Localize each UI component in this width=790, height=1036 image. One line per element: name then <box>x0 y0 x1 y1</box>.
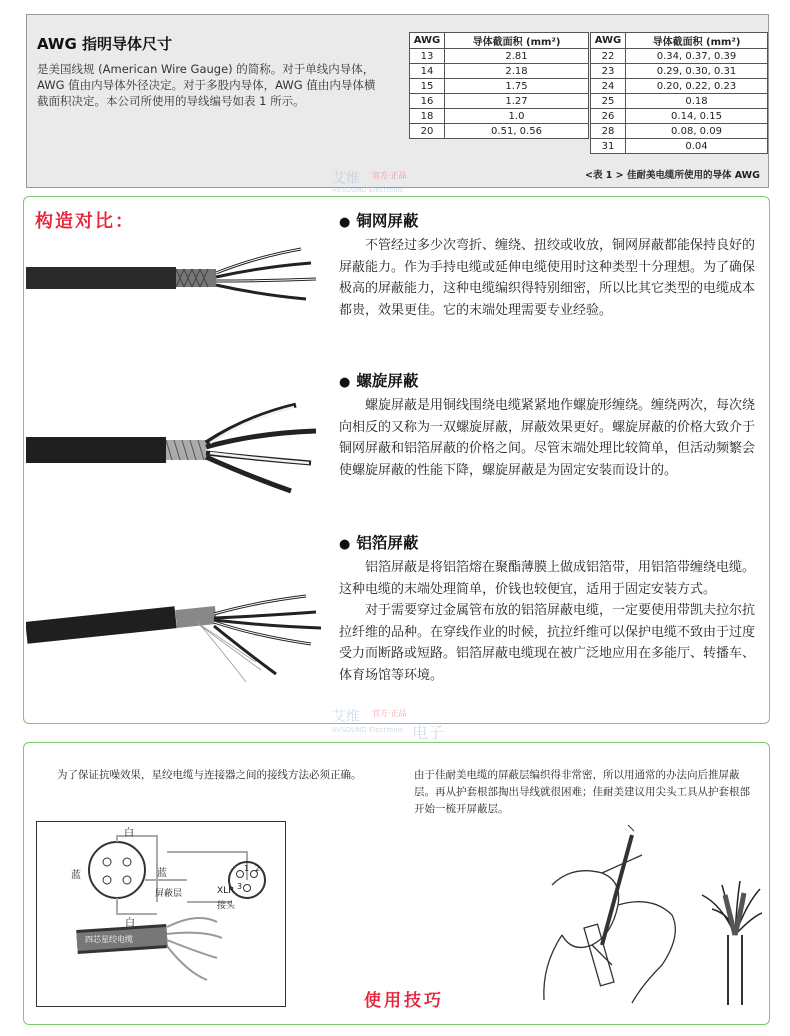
label-blue-mid: 蓝 <box>157 868 167 879</box>
section-heading-braid <box>339 209 418 231</box>
label-white-top: 白 <box>124 828 134 839</box>
area-value: 1.0 <box>445 109 589 124</box>
awg-value: 23 <box>591 64 626 79</box>
shield-combing-illustration <box>532 825 762 1005</box>
label-cable: 四芯星绞电缆 <box>85 935 133 944</box>
awg-table-row <box>591 94 768 109</box>
area-col-header: 导体截面积 (mm²) <box>445 33 589 49</box>
awg-panel <box>26 14 769 188</box>
awg-table-row <box>591 139 768 154</box>
area-col-header: 导体截面积 (mm²) <box>626 33 768 49</box>
tips-right-text <box>414 767 754 818</box>
awg-value: 15 <box>410 79 445 94</box>
area-value: 0.14, 0.15 <box>626 109 768 124</box>
awg-value: 18 <box>410 109 445 124</box>
bullet-icon: ● <box>339 537 351 552</box>
awg-table-row <box>591 64 768 79</box>
section-body-foil <box>339 557 761 686</box>
awg-table-row <box>591 124 768 139</box>
awg-table-right <box>590 32 768 154</box>
structure-panel <box>23 196 770 724</box>
spiral-shield-cable-image <box>26 397 324 507</box>
awg-table-row <box>591 49 768 64</box>
section-heading-foil <box>339 531 418 553</box>
heading-text: 铜网屏蔽 <box>356 212 419 230</box>
awg-value: 26 <box>591 109 626 124</box>
label-connector: 接头 <box>217 901 236 911</box>
area-value: 0.34, 0.37, 0.39 <box>626 49 768 64</box>
heading-text: 螺旋屏蔽 <box>356 372 419 390</box>
label-blue-left: 蓝 <box>71 870 81 881</box>
area-value: 0.29, 0.30, 0.31 <box>626 64 768 79</box>
label-pin2: 2 <box>255 864 261 873</box>
section-heading-spiral <box>339 369 418 391</box>
bullet-icon: ● <box>339 375 351 390</box>
tips-panel <box>23 742 770 1025</box>
label-pin3: 3 <box>237 882 243 891</box>
awg-value: 24 <box>591 79 626 94</box>
tips-title: 使用技巧 <box>364 991 444 1011</box>
label-pin1: 1 <box>244 864 250 873</box>
area-value: 0.20, 0.22, 0.23 <box>626 79 768 94</box>
awg-value: 28 <box>591 124 626 139</box>
awg-table-row <box>410 94 589 109</box>
area-value: 1.27 <box>445 94 589 109</box>
paragraph: 螺旋屏蔽是用铜线围绕电缆紧紧地作螺旋形缠绕。缠绕两次，每次绕向相反的又称为一双螺旋屏蔽，屏蔽效果更好。螺旋屏蔽的价格大致介于铜网屏蔽和铝箔屏蔽的价格之间。尽管末端处理比较简单，但活动频繁会使螺旋屏蔽的性能下降，螺旋屏蔽是为固定安装而设计的。 <box>339 398 756 478</box>
awg-table-left <box>409 32 589 139</box>
watermark-logo <box>332 706 462 746</box>
awg-table-row <box>591 79 768 94</box>
wiring-diagram <box>36 821 286 1007</box>
awg-table-row <box>410 109 589 124</box>
awg-value: 31 <box>591 139 626 154</box>
foil-shield-cable-image <box>26 592 324 702</box>
paragraph: 铝箔屏蔽是将铝箔熔在聚酯薄膜上做成铝箔带，用铝箔带缠绕电缆。这种电缆的末端处理简单，价钱也较便宜，适用于固定安装方式。 <box>339 560 756 597</box>
watermark-brand: 艾维 <box>332 171 360 187</box>
area-value: 2.81 <box>445 49 589 64</box>
awg-table-row <box>410 64 589 79</box>
watermark-sub: 官方·正品 <box>372 171 407 180</box>
label-xlr: XLR <box>217 886 235 896</box>
area-value: 2.18 <box>445 64 589 79</box>
awg-description: 是美国线规 (American Wire Gauge) 的简称。对于单线内导体，AWG 值由内导体外径决定。对于多股内导体，AWG 值由内导体横截面积决定。本公司所使用的导线编号如表 1 所示。 <box>37 62 376 108</box>
section-body-braid <box>339 235 761 321</box>
watermark-right: 电子 <box>412 723 445 742</box>
area-value: 0.08, 0.09 <box>626 124 768 139</box>
area-value: 1.75 <box>445 79 589 94</box>
awg-col-header: AWG <box>591 33 626 49</box>
section-body-spiral <box>339 395 761 481</box>
paragraph: 不管经过多少次弯折、缠绕、扭绞或收放，铜网屏蔽都能保持良好的屏蔽能力。作为手持电缆或延伸电缆使用时这种类型十分理想。为了确保极高的屏蔽能力，这种电缆编织得特别细密，所以比其它类型的电缆成本都贵，效果更佳。它的末端处理需要专业经验。 <box>339 238 756 318</box>
wiring-drawing <box>37 822 285 1006</box>
awg-value: 13 <box>410 49 445 64</box>
watermark-brand: 艾维 <box>332 709 360 725</box>
watermark-sub: 官方·正品 <box>372 709 407 718</box>
watermark-en: AVSOUND Electronic <box>332 186 404 194</box>
awg-table-row <box>410 79 589 94</box>
awg-value: 22 <box>591 49 626 64</box>
awg-title: AWG 指明导体尺寸 <box>37 35 173 53</box>
paragraph: 对于需要穿过金属管布放的铝箔屏蔽电缆，一定要使用带凯夫拉尔抗拉纤维的品种。在穿线作业的时候，抗拉纤维可以保护电缆不致由于过度受力而断路或短路。铝箔屏蔽电缆现在被广泛地应用在多能厅、转播车、体育场馆等环境。 <box>339 603 756 683</box>
tips-left-text: 为了保证抗噪效果，星绞电缆与连接器之间的接线方法必须正确。 <box>57 769 362 781</box>
awg-value: 25 <box>591 94 626 109</box>
awg-table-row <box>410 49 589 64</box>
area-value: 0.18 <box>626 94 768 109</box>
area-value: 0.51, 0.56 <box>445 124 589 139</box>
awg-table-row <box>410 124 589 139</box>
awg-value: 20 <box>410 124 445 139</box>
heading-text: 铝箔屏蔽 <box>356 534 419 552</box>
structure-title: 构造对比： <box>35 211 135 232</box>
braid-shield-cable-image <box>26 237 324 337</box>
awg-value: 14 <box>410 64 445 79</box>
watermark-en: AVSOUND Electronic <box>332 726 404 734</box>
label-shield: 屏蔽层 <box>155 889 183 899</box>
awg-table-row <box>591 109 768 124</box>
bullet-icon: ● <box>339 215 351 230</box>
label-white-bottom: 白 <box>125 918 135 929</box>
awg-col-header: AWG <box>410 33 445 49</box>
awg-value: 16 <box>410 94 445 109</box>
table-caption: <表 1 > 佳耐美电缆所使用的导体 AWG <box>585 170 760 181</box>
area-value: 0.04 <box>626 139 768 154</box>
tips-right-text-content: 由于佳耐美电缆的屏蔽层编织得非常密，所以用通常的办法向后推屏蔽层。再从护套根部掏出导线就很困难；佳耐美建议用尖头工具从护套根部开始一梳开屏蔽层。 <box>414 769 750 815</box>
